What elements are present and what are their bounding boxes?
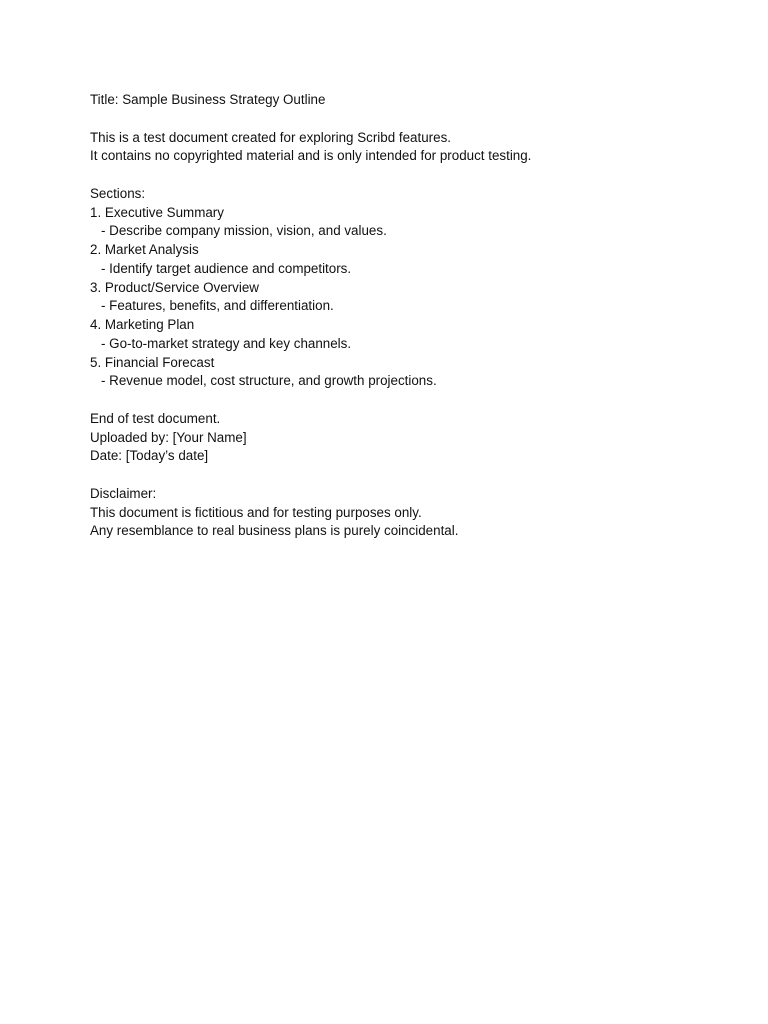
spacer [90,391,730,410]
uploaded-by-line: Uploaded by: [Your Name] [90,429,247,445]
spacer [90,110,730,129]
document-title: Title: Sample Business Strategy Outline [90,92,326,107]
footer-line: End of test document. [90,410,221,426]
document-body [90,91,730,541]
intro-line: It contains no copyrighted material and is only intended for product testing. [90,148,532,164]
section-heading: 4. Marketing Plan [90,317,195,332]
section-detail: - Features, benefits, and differentiation. [101,298,334,314]
section-heading: 2. Market Analysis [90,242,199,257]
intro-line: This is a test document created for exploring Scribd features. [90,129,451,145]
disclaimer-line: Any resemblance to real business plans is purely coincidental. [90,523,459,539]
section-heading: 3. Product/Service Overview [90,279,259,295]
section-detail: - Go-to-market strategy and key channels. [101,335,352,351]
section-detail: - Revenue model, cost structure, and growth projections. [101,373,437,389]
section-detail: - Identify target audience and competitors. [101,260,352,276]
sections-heading: Sections: [90,185,146,201]
spacer [90,166,730,185]
date-line: Date: [Today’s date] [90,448,209,464]
disclaimer-heading: Disclaimer: [90,485,157,501]
section-heading: 1. Executive Summary [90,204,224,220]
section-detail: - Describe company mission, vision, and values. [101,223,387,239]
spacer [90,466,730,485]
section-heading: 5. Financial Forecast [90,354,215,370]
disclaimer-line: This document is fictitious and for testing purposes only. [90,504,422,520]
